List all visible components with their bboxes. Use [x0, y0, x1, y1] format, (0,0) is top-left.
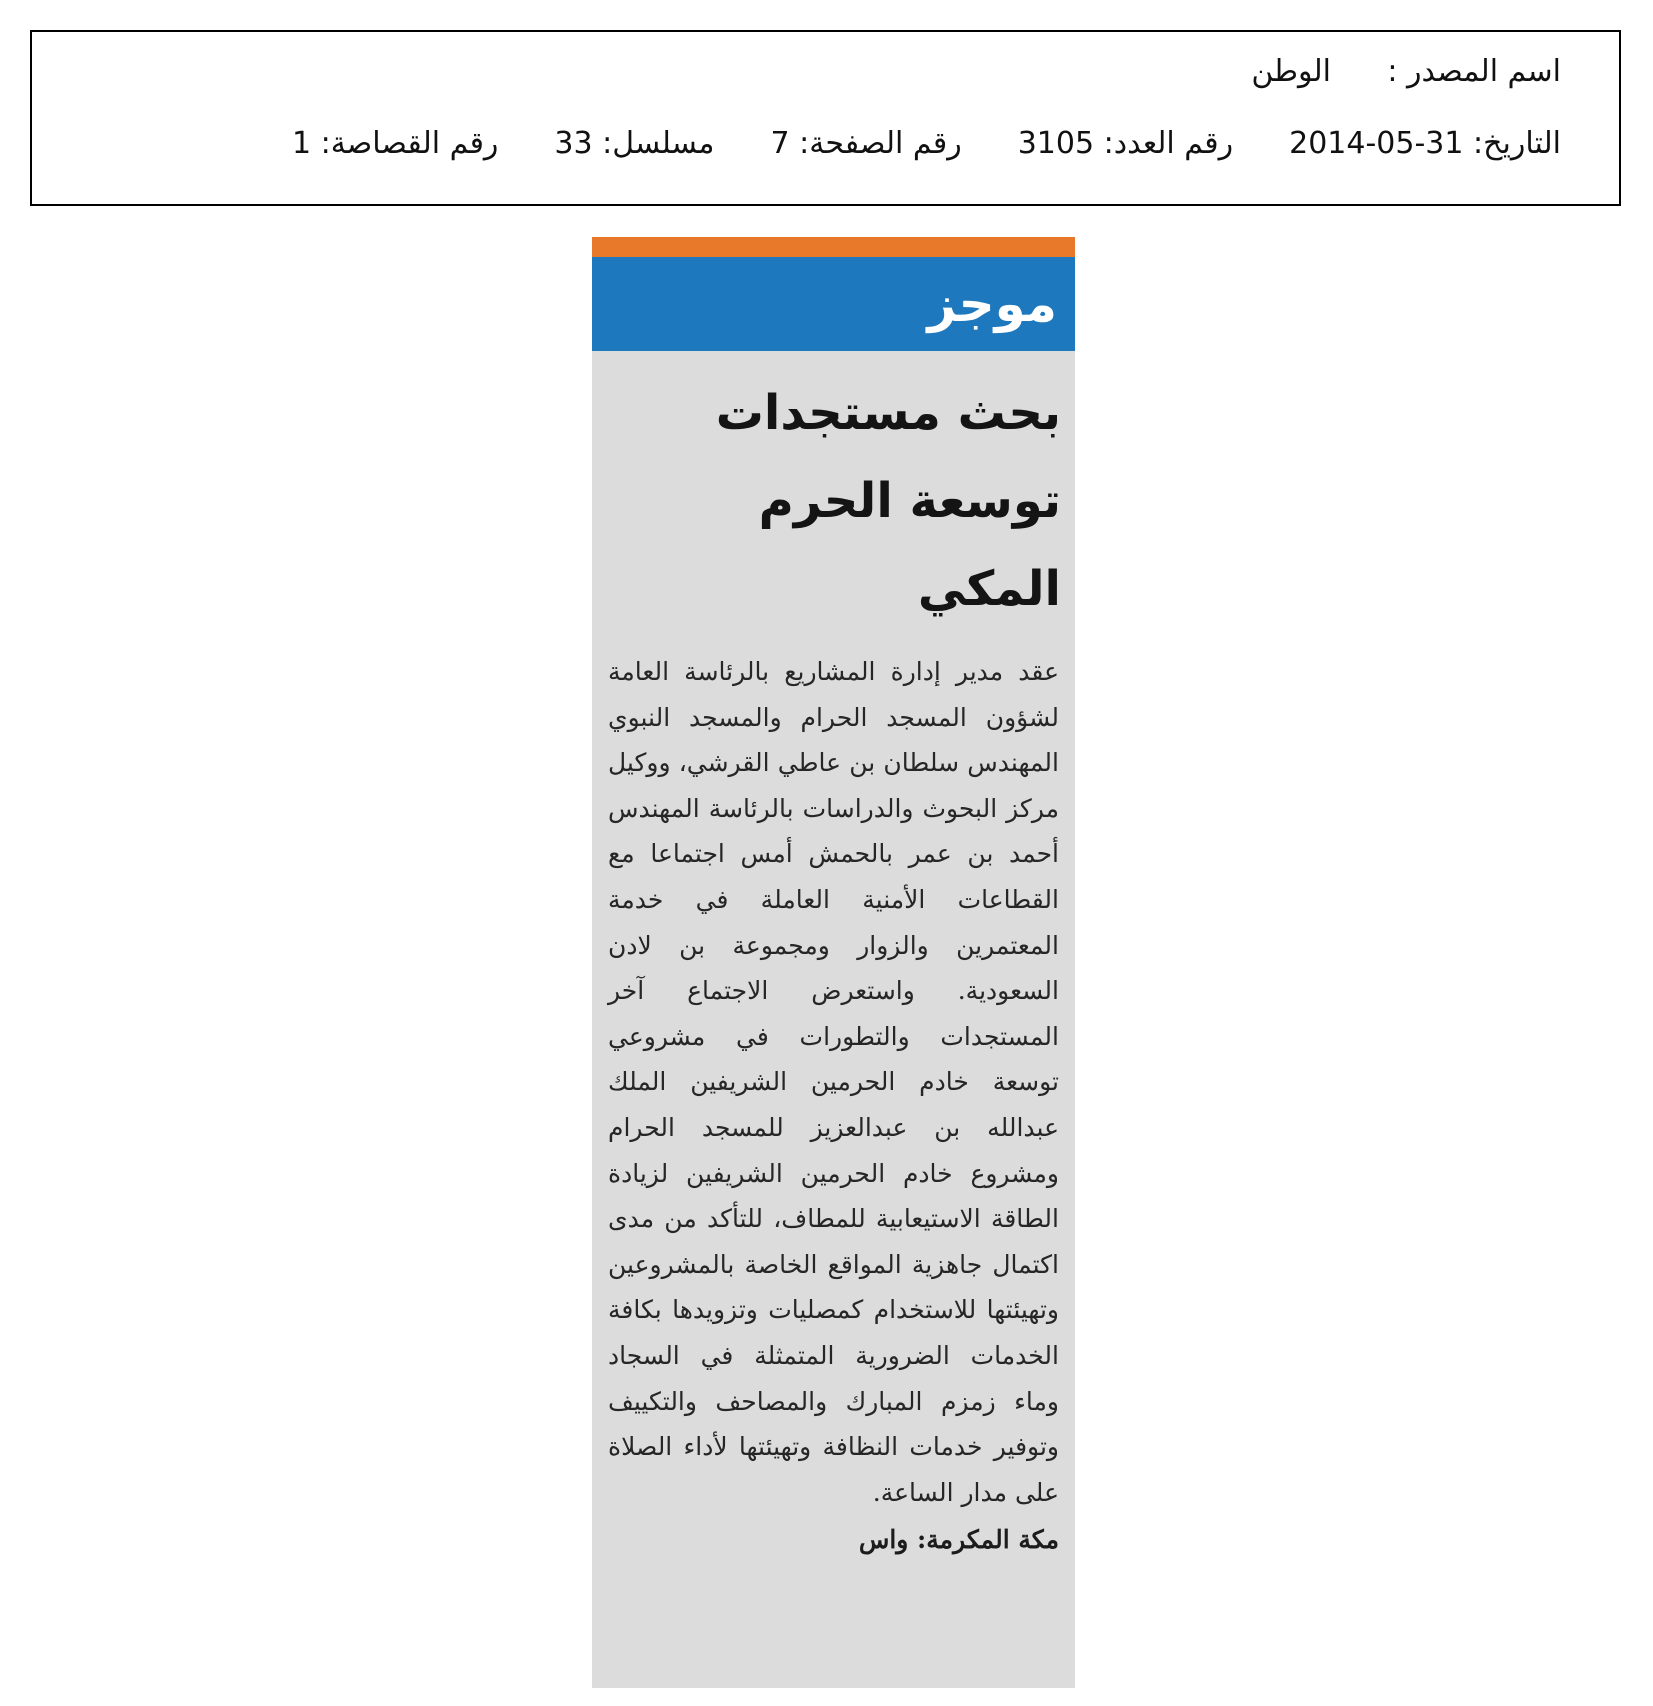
serial-label: مسلسل:: [602, 126, 715, 161]
source-label: اسم المصدر :: [1387, 54, 1561, 89]
section-tag: موجز: [927, 275, 1057, 333]
details-row: [236, 126, 1561, 161]
page-value: 7: [770, 126, 790, 161]
issue-label: رقم العدد:: [1103, 126, 1234, 161]
serial-field: [554, 126, 714, 161]
source-value: الوطن: [1251, 54, 1331, 89]
clip-field: [292, 126, 498, 161]
clip-label: رقم القصاصة:: [320, 126, 499, 161]
page-field: [771, 126, 962, 161]
newspaper-clipping: [592, 237, 1075, 1688]
headline-line-1: بحث مستجدات: [715, 385, 1061, 441]
article-body: عقد مدير إدارة المشاريع بالرئاسة العامة لشؤون المسجد الحرام والمسجد النبوي المهندس سلطان بن عاطي القرشي، ووكيل مركز البحوث والدراسات بالرئاسة المهندس أحمد بن عمر بالحمش أمس اجتماعا مع القطاعات الأمنية العاملة في خدمة المعتمرين والزوار ومجموعة بن لادن السعودية. واستعرض الاجتماع آخر المستجدات والتطورات في مشروعي توسعة خادم الحرمين الشريفين الملك عبدالله بن عبدالعزيز للمسجد الحرام ومشروع خادم الحرمين الشريفين لزيادة الطاقة الاستيعابية للمطاف، للتأكد من مدى اكتمال جاهزية المواقع الخاصة بالمشروعين وتهيئتها للاستخدام كمصليات وتزويدها بكافة الخدمات الضرورية المتمثلة في السجاد وماء زمزم المبارك والمصاحف والتكييف وتوفير خدمات النظافة وتهيئتها لأداء الصلاة على مدار الساعة.: [608, 657, 1059, 1507]
section-banner: [592, 257, 1075, 351]
clip-value: 1: [291, 126, 312, 161]
issue-value: 3105: [1017, 126, 1095, 161]
date-field: [1289, 126, 1561, 161]
headline-line-2: توسعة الحرم المكي: [758, 473, 1061, 617]
date-value: 2014-05-31: [1289, 126, 1464, 161]
date-label: التاريخ:: [1473, 126, 1561, 161]
source-row: [1251, 54, 1561, 89]
issue-field: [1018, 126, 1233, 161]
serial-value: 33: [554, 126, 593, 161]
orange-top-band: [592, 237, 1075, 257]
article-credit: مكة المكرمة: واس: [858, 1525, 1059, 1555]
page-label: رقم الصفحة:: [799, 126, 962, 161]
source-metadata-box: [30, 30, 1621, 206]
article-headline: [592, 351, 1075, 633]
